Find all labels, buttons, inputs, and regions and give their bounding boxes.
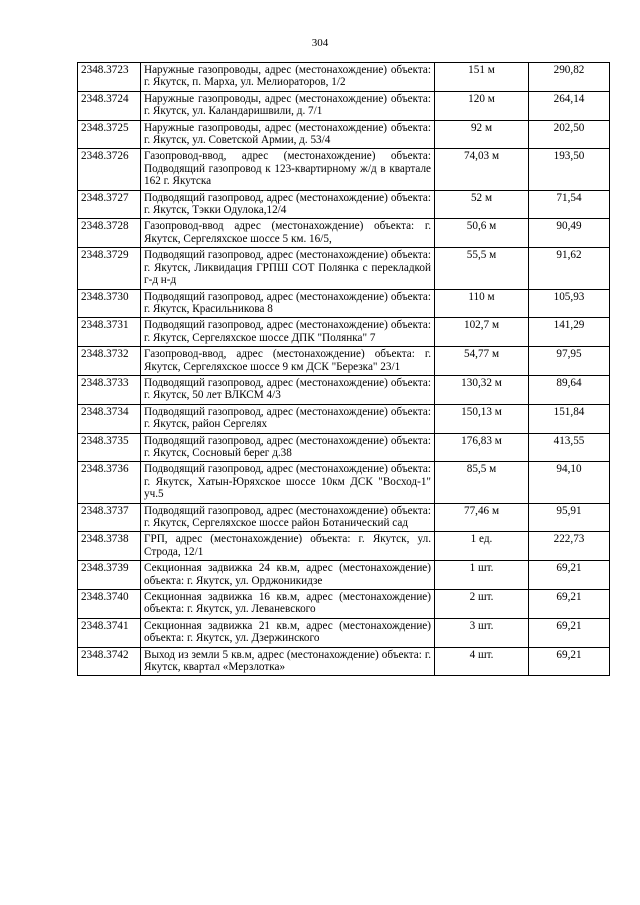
item-code: 2348.3736 xyxy=(78,462,141,503)
item-quantity: 130,32 м xyxy=(435,375,529,404)
item-quantity: 176,83 м xyxy=(435,433,529,462)
table-row xyxy=(78,404,610,433)
item-value: 202,50 xyxy=(529,120,610,149)
item-code: 2348.3740 xyxy=(78,590,141,619)
registry-table xyxy=(77,62,610,676)
item-code: 2348.3735 xyxy=(78,433,141,462)
registry-table-body xyxy=(78,63,610,676)
table-row xyxy=(78,190,610,219)
item-code: 2348.3731 xyxy=(78,318,141,347)
item-quantity: 77,46 м xyxy=(435,503,529,532)
item-quantity: 1 ед. xyxy=(435,532,529,561)
item-value: 413,55 xyxy=(529,433,610,462)
item-quantity: 92 м xyxy=(435,120,529,149)
item-quantity: 110 м xyxy=(435,289,529,318)
item-code: 2348.3733 xyxy=(78,375,141,404)
item-quantity: 150,13 м xyxy=(435,404,529,433)
item-description: Подводящий газопровод, адрес (местонахождение) объекта: г. Якутск, Хатын-Юряхское шоссе 10км ДСК "Восход-1" уч.5 xyxy=(141,462,435,503)
item-code: 2348.3739 xyxy=(78,561,141,590)
item-code: 2348.3738 xyxy=(78,532,141,561)
table-row xyxy=(78,219,610,248)
item-quantity: 85,5 м xyxy=(435,462,529,503)
item-description: Секционная задвижка 16 кв.м, адрес (местонахождение) объекта: г. Якутск, ул. Леваневского xyxy=(141,590,435,619)
item-value: 290,82 xyxy=(529,63,610,92)
table-row xyxy=(78,318,610,347)
item-quantity: 120 м xyxy=(435,91,529,120)
table-row xyxy=(78,347,610,376)
item-code: 2348.3729 xyxy=(78,248,141,289)
item-description: Выход из земли 5 кв.м, адрес (местонахождение) объекта: г. Якутск, квартал «Мерзлотка» xyxy=(141,647,435,676)
item-description: Подводящий газопровод, адрес (местонахождение) объекта: г. Якутск, Сергеляхское шоссе район Ботанический сад xyxy=(141,503,435,532)
table-row xyxy=(78,590,610,619)
item-quantity: 1 шт. xyxy=(435,561,529,590)
item-description: ГРП, адрес (местонахождение) объекта: г. Якутск, ул. Строда, 12/1 xyxy=(141,532,435,561)
item-code: 2348.3728 xyxy=(78,219,141,248)
item-value: 264,14 xyxy=(529,91,610,120)
table-row xyxy=(78,120,610,149)
item-description: Секционная задвижка 24 кв.м, адрес (местонахождение) объекта: г. Якутск, ул. Орджоникидзе xyxy=(141,561,435,590)
item-value: 141,29 xyxy=(529,318,610,347)
item-code: 2348.3725 xyxy=(78,120,141,149)
item-value: 71,54 xyxy=(529,190,610,219)
item-quantity: 2 шт. xyxy=(435,590,529,619)
item-code: 2348.3727 xyxy=(78,190,141,219)
table-row xyxy=(78,149,610,190)
item-code: 2348.3724 xyxy=(78,91,141,120)
item-value: 90,49 xyxy=(529,219,610,248)
page-number: 304 xyxy=(311,37,329,49)
item-value: 89,64 xyxy=(529,375,610,404)
table-row xyxy=(78,289,610,318)
table-row xyxy=(78,561,610,590)
item-description: Наружные газопроводы, адрес (местонахождение) объекта: г. Якутск, ул. Каландаришвили, д. 7/1 xyxy=(141,91,435,120)
item-description: Газопровод-ввод, адрес (местонахождение) объекта: г. Якутск, Сергеляхское шоссе 9 км ДСК "Березка" 23/1 xyxy=(141,347,435,376)
item-code: 2348.3741 xyxy=(78,618,141,647)
item-quantity: 4 шт. xyxy=(435,647,529,676)
item-value: 193,50 xyxy=(529,149,610,190)
item-quantity: 102,7 м xyxy=(435,318,529,347)
item-description: Наружные газопроводы, адрес (местонахождение) объекта: г. Якутск, ул. Советской Армии, д. 53/4 xyxy=(141,120,435,149)
item-quantity: 52 м xyxy=(435,190,529,219)
table-row xyxy=(78,248,610,289)
item-value: 94,10 xyxy=(529,462,610,503)
item-description: Подводящий газопровод, адрес (местонахождение) объекта: г. Якутск, Сергеляхское шоссе ДПК "Полянка" 7 xyxy=(141,318,435,347)
item-description: Подводящий газопровод, адрес (местонахождение) объекта: г. Якутск, Красильникова 8 xyxy=(141,289,435,318)
table-row xyxy=(78,433,610,462)
item-value: 95,91 xyxy=(529,503,610,532)
item-description: Секционная задвижка 21 кв.м, адрес (местонахождение) объекта: г. Якутск, ул. Дзержинского xyxy=(141,618,435,647)
table-row xyxy=(78,63,610,92)
table-row xyxy=(78,91,610,120)
item-value: 222,73 xyxy=(529,532,610,561)
item-quantity: 151 м xyxy=(435,63,529,92)
item-value: 151,84 xyxy=(529,404,610,433)
item-description: Газопровод-ввод, адрес (местонахождение) объекта: Подводящий газопровод к 123-квартирному ж/д в квартале 162 г. Якутска xyxy=(141,149,435,190)
item-description: Подводящий газопровод, адрес (местонахождение) объекта: г. Якутск, Тэкки Одулока,12/4 xyxy=(141,190,435,219)
item-description: Подводящий газопровод, адрес (местонахождение) объекта: г. Якутск, Ликвидация ГРПШ СОТ Полянка с перекладкой г-д н-д xyxy=(141,248,435,289)
item-quantity: 74,03 м xyxy=(435,149,529,190)
item-quantity: 54,77 м xyxy=(435,347,529,376)
item-description: Подводящий газопровод, адрес (местонахождение) объекта: г. Якутск, Сосновый берег д.38 xyxy=(141,433,435,462)
item-code: 2348.3732 xyxy=(78,347,141,376)
item-code: 2348.3730 xyxy=(78,289,141,318)
table-row xyxy=(78,503,610,532)
item-quantity: 50,6 м xyxy=(435,219,529,248)
item-quantity: 55,5 м xyxy=(435,248,529,289)
table-row xyxy=(78,618,610,647)
item-value: 69,21 xyxy=(529,590,610,619)
item-value: 69,21 xyxy=(529,618,610,647)
item-code: 2348.3742 xyxy=(78,647,141,676)
item-description: Наружные газопроводы, адрес (местонахождение) объекта: г. Якутск, п. Марха, ул. Мелиораторов, 1/2 xyxy=(141,63,435,92)
item-code: 2348.3734 xyxy=(78,404,141,433)
table-row xyxy=(78,647,610,676)
table-row xyxy=(78,532,610,561)
item-code: 2348.3723 xyxy=(78,63,141,92)
item-quantity: 3 шт. xyxy=(435,618,529,647)
item-value: 69,21 xyxy=(529,561,610,590)
item-description: Газопровод-ввод адрес (местонахождение) объекта: г. Якутск, Сергеляхское шоссе 5 км. 16/5, xyxy=(141,219,435,248)
item-value: 97,95 xyxy=(529,347,610,376)
item-value: 91,62 xyxy=(529,248,610,289)
item-value: 105,93 xyxy=(529,289,610,318)
table-row xyxy=(78,462,610,503)
table-row xyxy=(78,375,610,404)
item-code: 2348.3737 xyxy=(78,503,141,532)
item-description: Подводящий газопровод, адрес (местонахождение) объекта: г. Якутск, 50 лет ВЛКСМ 4/3 xyxy=(141,375,435,404)
item-code: 2348.3726 xyxy=(78,149,141,190)
item-description: Подводящий газопровод, адрес (местонахождение) объекта: г. Якутск, район Сергелях xyxy=(141,404,435,433)
item-value: 69,21 xyxy=(529,647,610,676)
